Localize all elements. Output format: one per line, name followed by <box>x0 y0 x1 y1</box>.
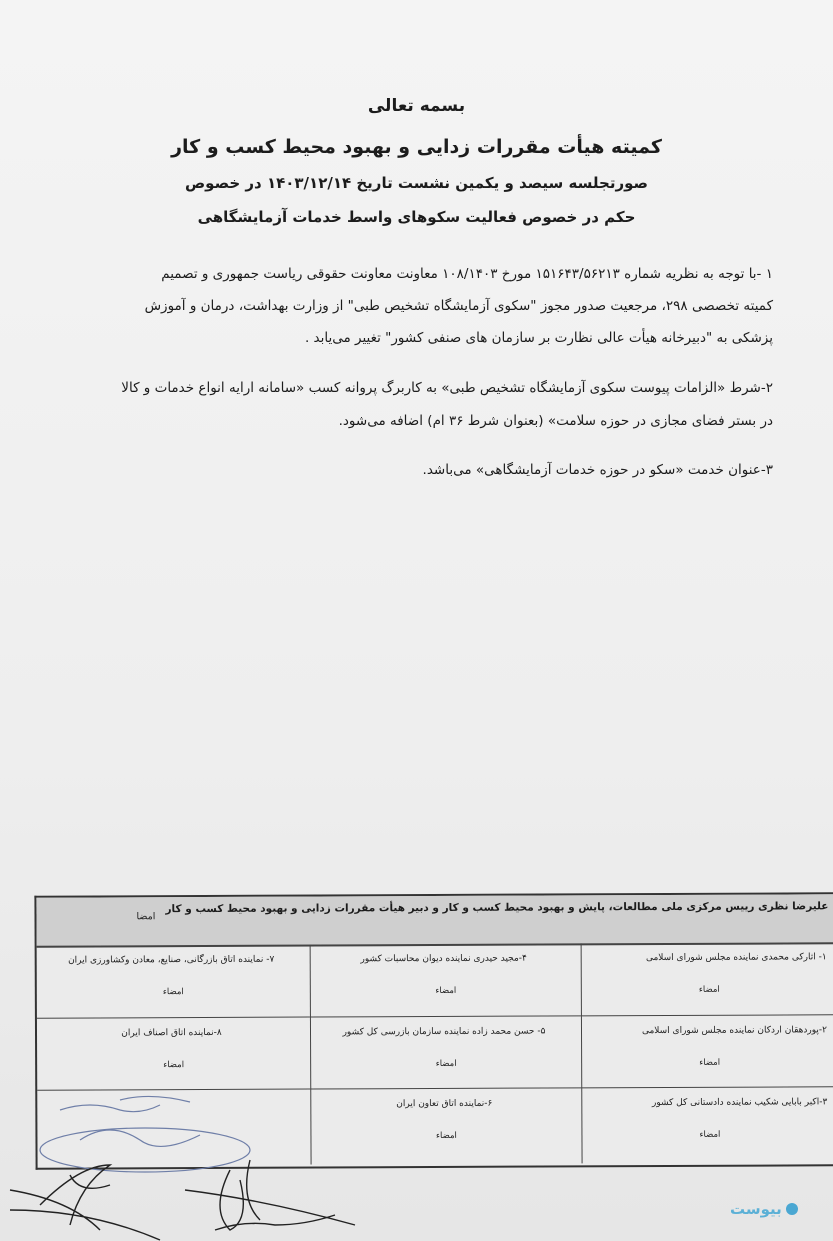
session-title: صورتجلسه سیصد و یکمین نشست تاریخ ۱۴۰۳/۱۲/۱۴ در خصوص <box>184 174 648 192</box>
member-name: ۸-نماینده اتاق اصناف ایران <box>121 1027 222 1039</box>
member-cell <box>581 942 833 1016</box>
member-cell <box>310 943 581 1017</box>
member-cell <box>310 1016 581 1089</box>
secretary-sign-label: امضا <box>136 911 156 923</box>
sign-label: امضاء <box>162 987 184 998</box>
item-2-line-1: ۲-شرط «الزامات پیوست سکوی آزمایشگاه تشخیص طبی» به کاربرگ پروانه کسب «سامانه ارایه انواع خدمات و کالا <box>121 380 773 396</box>
member-name: ۴-مجید حیدری نماینده دیوان محاسبات کشور <box>360 953 527 965</box>
sign-label: امضاء <box>698 984 720 995</box>
item-1-line-3: پزشکی به "دبیرخانه هیأت عالی نظارت بر سازمان های صنفی کشور" تغییر می‌یابد . <box>304 330 773 346</box>
sign-label: امضاء <box>435 1130 457 1142</box>
member-name: ۶-نماینده اتاق تعاون ایران <box>396 1098 493 1110</box>
sign-label: امضاء <box>163 1060 185 1071</box>
member-cell <box>581 1015 833 1088</box>
member-name: ۷- نماینده اتاق بازرگانی، صنایع، معادن وکشاورزی ایران <box>68 954 275 966</box>
table-header <box>36 894 833 947</box>
sign-label: امضاء <box>699 1057 721 1068</box>
sign-label: امضاء <box>435 1058 457 1070</box>
member-cell <box>37 945 310 1019</box>
committee-title: کمیته هیأت مقررات زدایی و بهبود محیط کسب و کار <box>171 136 662 158</box>
member-name: ۵- حسن محمد زاده نماینده سازمان بازرسی کل کشور <box>342 1026 546 1038</box>
item-2-line-2: در بستر فضای مجازی در حوزه سلامت» (بعنوان شرط ۳۶ ام) اضافه می‌شود. <box>338 413 773 429</box>
member-name: ۳-اکبر بابایی شکیب نماینده دادستانی کل کشور <box>651 1097 828 1109</box>
member-name: ۱- اثارکی محمدی نماینده مجلس شورای اسلامی <box>645 952 827 964</box>
member-cell <box>581 1087 833 1163</box>
member-name: ۲-پوردهقان اردکان نماینده مجلس شورای اسلامی <box>641 1025 828 1037</box>
watermark-logo <box>730 1200 798 1218</box>
item-3-line-1: ۳-عنوان خدمت «سکو در حوزه خدمات آزمایشگاهی» می‌باشد. <box>422 462 773 478</box>
handwritten-signatures <box>0 1080 400 1241</box>
watermark-text: بیوست <box>730 1200 782 1218</box>
logo-dot-icon <box>786 1203 798 1215</box>
item-1-line-1: ۱ -با توجه به نظریه شماره ۱۵۱۶۴۳/۵۶۲۱۳ مورخ ۱۰۸/۱۴۰۳ معاونت معاونت حقوقی ریاست جمهوری و تصمیم <box>161 266 773 282</box>
invocation: بسمه تعالی <box>367 96 466 116</box>
subject-title: حکم در خصوص فعالیت سکوهای واسط خدمات آزمایشگاهی <box>197 208 636 226</box>
item-1-line-2: کمیته تخصصی ۲۹۸، مرجعیت صدور مجوز "سکوی آزمایشگاه تشخیص طبی" از وزارت بهداشت، درمان و آموزش <box>144 298 773 314</box>
sign-label: امضاء <box>435 985 457 997</box>
sign-label: امضاء <box>699 1129 721 1140</box>
secretary-label: علیرضا نظری رییس مرکزی ملی مطالعات، پایش و بهبود محیط کسب و کار و دبیر هیأت مقررات زدایی و بهبود محیط کسب و کار <box>165 900 829 916</box>
